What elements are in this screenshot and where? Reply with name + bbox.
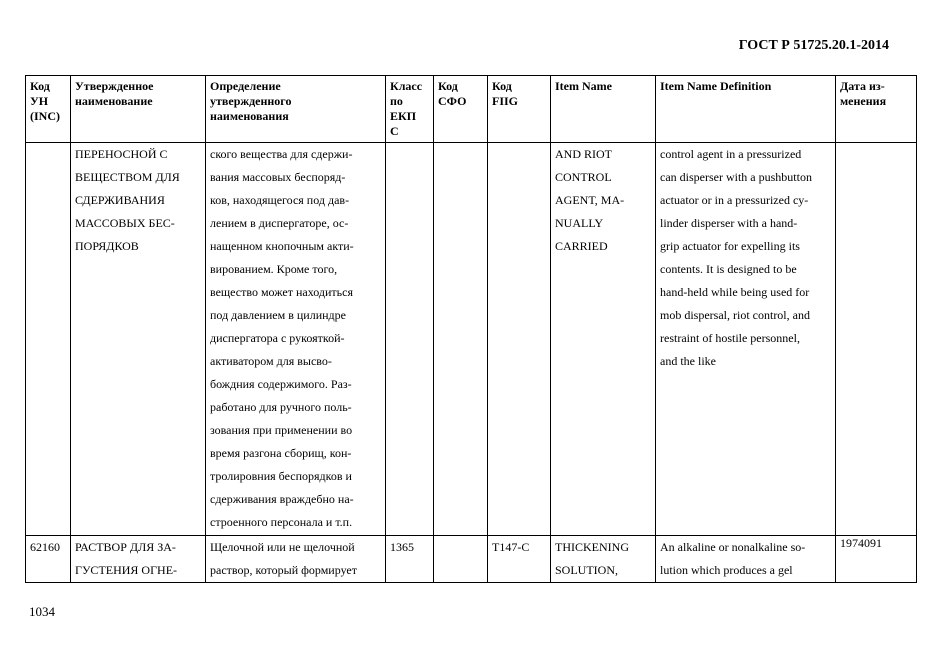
cell-line: Утвержденное	[75, 79, 154, 93]
item-name-table	[25, 75, 917, 583]
cell-line: THICKENING	[555, 540, 629, 554]
cell-class-ekps	[386, 143, 434, 536]
cell-line: раствор, который формирует	[210, 563, 357, 577]
cell-code-sfo	[434, 143, 488, 536]
cell-line: Щелочной или не щелочной	[210, 540, 355, 554]
cell-line: restraint of hostile personnel,	[660, 331, 800, 345]
cell-item-name	[551, 143, 656, 536]
cell-line: Дата из-	[840, 79, 885, 93]
cell-line: grip actuator for expelling its	[660, 239, 800, 253]
col-header-code-sfo	[434, 76, 488, 143]
table-row	[26, 143, 917, 536]
cell-line: Код	[30, 79, 50, 93]
cell-line: менения	[840, 94, 887, 108]
cell-line: can disperser with a pushbutton	[660, 170, 812, 184]
document-code: ГОСТ Р 51725.20.1-2014	[738, 38, 889, 53]
cell-line: УН	[30, 94, 49, 108]
cell-line: Определение	[210, 79, 281, 93]
cell-line: linder disperser with a hand-	[660, 216, 798, 230]
page-number: 1034	[29, 604, 55, 619]
cell-line: утвержденного	[210, 94, 292, 108]
cell-line: AGENT, MA-	[555, 193, 625, 207]
cell-line: lution which produces a gel	[660, 563, 793, 577]
col-header-item-name	[551, 76, 656, 143]
cell-line: СФО	[438, 94, 467, 108]
cell-line: Код	[438, 79, 458, 93]
cell-line: СДЕРЖИВАНИЯ	[75, 193, 165, 207]
table-header-row	[26, 76, 917, 143]
cell-line: NUALLY	[555, 216, 604, 230]
cell-line: сдерживания враждебно на-	[210, 492, 354, 506]
cell-line: ЕКП	[390, 109, 417, 123]
cell-code-fiig	[488, 143, 551, 536]
cell-line: вированием. Кроме того,	[210, 262, 338, 276]
cell-line: зования при применении во	[210, 423, 353, 437]
cell-line: ков, находящегося под дав-	[210, 193, 350, 207]
cell-line: по	[390, 94, 403, 108]
cell-line: Класс	[390, 79, 423, 93]
cell-item-name	[551, 536, 656, 583]
cell-line: вания массовых беспоряд-	[210, 170, 346, 184]
cell-line: ПОРЯДКОВ	[75, 239, 139, 253]
cell-definition	[206, 536, 386, 583]
col-header-change-date	[836, 76, 917, 143]
cell-line: actuator or in a pressurized cy-	[660, 193, 809, 207]
col-header-class-ekps	[386, 76, 434, 143]
cell-line: под давлением в цилиндре	[210, 308, 346, 322]
cell-code-fiig: T147-C	[488, 536, 551, 583]
cell-line: and the like	[660, 354, 716, 368]
cell-line: SOLUTION,	[555, 563, 618, 577]
cell-line: ПЕРЕНОСНОЙ С	[75, 147, 168, 161]
cell-line: contents. It is designed to be	[660, 262, 797, 276]
change-date-value: 1974091	[840, 536, 882, 550]
cell-line: нащенном кнопочным акти-	[210, 239, 354, 253]
cell-approved-name	[71, 536, 206, 583]
cell-line: mob dispersal, riot control, and	[660, 308, 810, 322]
cell-code	[26, 143, 71, 536]
cell-line: ского вещества для сдержи-	[210, 147, 353, 161]
cell-class-ekps: 1365	[386, 536, 434, 583]
cell-definition	[206, 143, 386, 536]
table-row	[26, 536, 917, 583]
cell-line: строенного персонала и т.п.	[210, 515, 353, 529]
cell-line: Код	[492, 79, 512, 93]
cell-line: диспергатора с рукояткой-	[210, 331, 345, 345]
cell-line: CONTROL	[555, 170, 612, 184]
cell-line: An alkaline or nonalkaline so-	[660, 540, 806, 554]
cell-line: Item Name Definition	[660, 79, 772, 93]
col-header-approved-name	[71, 76, 206, 143]
cell-line: ВЕЩЕСТВОМ ДЛЯ	[75, 170, 180, 184]
cell-line: CARRIED	[555, 239, 608, 253]
cell-line: вещество может находиться	[210, 285, 353, 299]
cell-line: ГУСТЕНИЯ ОГНЕ-	[75, 563, 178, 577]
cell-line: лением в диспергаторе, ос-	[210, 216, 349, 230]
cell-line: время разгона сборищ, кон-	[210, 446, 352, 460]
cell-line: FIIG	[492, 94, 519, 108]
cell-line: наименования	[210, 109, 289, 123]
cell-line: С	[390, 124, 399, 138]
cell-change-date	[836, 143, 917, 536]
cell-line: РАСТВОР ДЛЯ ЗА-	[75, 540, 176, 554]
col-header-code-fiig	[488, 76, 551, 143]
col-header-code-inc	[26, 76, 71, 143]
cell-change-date	[836, 536, 917, 583]
col-header-item-name-definition	[656, 76, 836, 143]
cell-item-name-definition	[656, 536, 836, 583]
cell-line: hand-held while being used for	[660, 285, 810, 299]
cell-line: бождния содержимого. Раз-	[210, 377, 352, 391]
cell-line: наименование	[75, 94, 153, 108]
cell-line: тролировния беспорядков и	[210, 469, 352, 483]
cell-code-sfo	[434, 536, 488, 583]
cell-item-name-definition	[656, 143, 836, 536]
cell-line: активатором для высво-	[210, 354, 332, 368]
col-header-definition	[206, 76, 386, 143]
cell-line: работано для ручного поль-	[210, 400, 352, 414]
cell-line: (INC)	[30, 109, 60, 123]
cell-line: МАССОВЫХ БЕС-	[75, 216, 175, 230]
cell-code: 62160	[26, 536, 71, 583]
cell-line: control agent in a pressurized	[660, 147, 802, 161]
cell-approved-name	[71, 143, 206, 536]
cell-line: AND RIOT	[555, 147, 612, 161]
cell-line: Item Name	[555, 79, 612, 93]
